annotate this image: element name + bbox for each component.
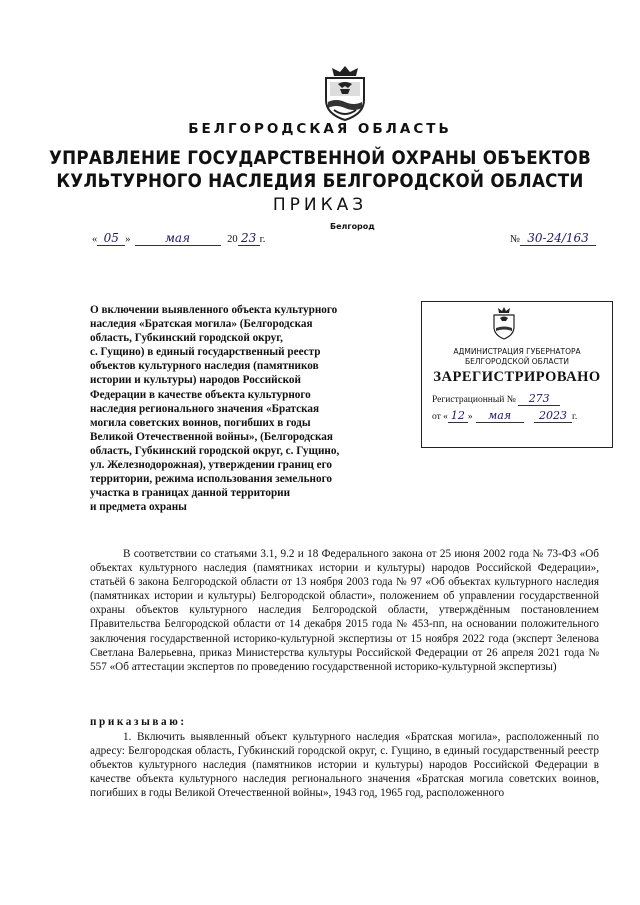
- stamp-date-year: 2023: [534, 409, 572, 423]
- title-line: участка в границах данной территории: [90, 487, 291, 500]
- number-sign: №: [510, 234, 521, 245]
- stamp-date-month: мая: [476, 409, 524, 423]
- title-line: ул. Железнодорожная), утверждении границ его: [90, 459, 332, 472]
- title-line: наследия «Братская могила» (Белгородская: [90, 318, 313, 331]
- title-line: с. Гущино) в единый государственный реестр: [90, 346, 321, 359]
- organization-name-line2: КУЛЬТУРНОГО НАСЛЕДИЯ БЕЛГОРОДСКОЙ ОБЛАСТИ: [56, 170, 584, 192]
- stamp-registered-label: ЗАРЕГИСТРИРОВАНО: [433, 369, 601, 385]
- region-name: БЕЛГОРОДСКАЯ ОБЛАСТЬ: [188, 121, 452, 137]
- title-line: территории, режима использования земельного: [90, 473, 332, 486]
- title-line: объектов культурного наследия (памятников: [90, 360, 319, 373]
- organization-name-line1: УПРАВЛЕНИЕ ГОСУДАРСТВЕННОЙ ОХРАНЫ ОБЪЕКТОВ: [49, 147, 591, 169]
- stamp-date-suffix: г.: [572, 412, 578, 422]
- decree-word: приказываю:: [90, 716, 187, 728]
- order-date: [92, 231, 265, 246]
- number-value: 30-24/163: [520, 231, 596, 246]
- preamble-paragraph: [90, 547, 599, 674]
- stamp-date-from: от «: [432, 412, 448, 422]
- stamp-date: [432, 409, 577, 423]
- date-year-prefix: 20: [227, 234, 238, 245]
- date-month: мая: [135, 231, 221, 246]
- document-type: ПРИКАЗ: [272, 195, 368, 215]
- title-line: истории и культуры) народов Российской: [90, 374, 301, 387]
- stamp-coat-of-arms-icon: [490, 306, 518, 340]
- preamble-text: В соответствии со статьями 3.1, 9.2 и 18 Федерального закона от 25 июня 2002 года № 73-ФЗ «Об объектах культурного наследия (памятниках истории и культуры) народов Российской Федерации», статьёй 6 закона Белгородской области от 13 ноября 2003 года № 97 «Об объектах культурного наследия (памятниках истории и культуры) Белгородской области», положением об управлении государственной охраны объектов культурного наследия Белгородской области, утверждённым постановлением Правительства Белгородской области от 14 декабря 2015 года № 453-пп, на основании положительного заключения государственной историко-культурной экспертизы от 15 ноября 2022 года (эксперт Зеленова Светлана Валерьевна, приказ Министерства культуры Российской Федерации от 26 апреля 2021 года № 557 «Об аттестации экспертов по проведению государственной историко-культурной экспертизы): [90, 548, 599, 673]
- title-line: Великой Отечественной войны», (Белгородская: [90, 430, 333, 443]
- date-open-quote: «: [92, 234, 98, 245]
- stamp-org-line1: АДМИНИСТРАЦИЯ ГУБЕРНАТОРА: [453, 347, 581, 356]
- date-suffix: г.: [259, 234, 266, 245]
- date-close-quote: »: [125, 234, 131, 245]
- title-line: Федерации в качестве объекта культурного: [90, 388, 311, 401]
- stamp-reg-value: 273: [518, 392, 560, 406]
- stamp-date-day: 12: [448, 409, 468, 423]
- stamp-reg-number: [432, 392, 560, 406]
- title-line: область, Губкинский городской округ,: [90, 332, 283, 345]
- stamp-date-mid: »: [467, 412, 473, 422]
- clause-1-text: 1. Включить выявленный объект культурного наследия «Братская могила», расположенный по адресу: Белгородская область, Губкинский городской округ, с. Гущино, в единый государственный реестр объектов культурного наследия (памятников истории и культуры) народов Российской Федерации в качестве объекта культурного наследия регионального значения «Братская могила советских воинов, погибших в годы Великой Отечественной войны», 1943 год, 1965 год, расположенного: [90, 731, 599, 800]
- date-year: 23: [238, 231, 260, 246]
- order-number: [510, 231, 596, 246]
- clause-1-paragraph: [90, 730, 599, 800]
- title-line: могила советских воинов, погибших в годы: [90, 416, 311, 429]
- city-name: Белгород: [330, 222, 375, 231]
- title-line: О включении выявленного объекта культурного: [90, 304, 338, 316]
- title-line: наследия регионального значения «Братская: [90, 402, 320, 415]
- title-line: область, Губкинский городской округ, с. Гущино,: [90, 444, 340, 457]
- title-line: и предмета охраны: [90, 501, 187, 514]
- date-day: 05: [97, 231, 125, 246]
- coat-of-arms-icon: [318, 62, 372, 122]
- stamp-org-line2: БЕЛГОРОДСКОЙ ОБЛАСТИ: [465, 357, 569, 366]
- order-title: [90, 303, 410, 514]
- stamp-reg-label: Регистрационный №: [432, 395, 516, 405]
